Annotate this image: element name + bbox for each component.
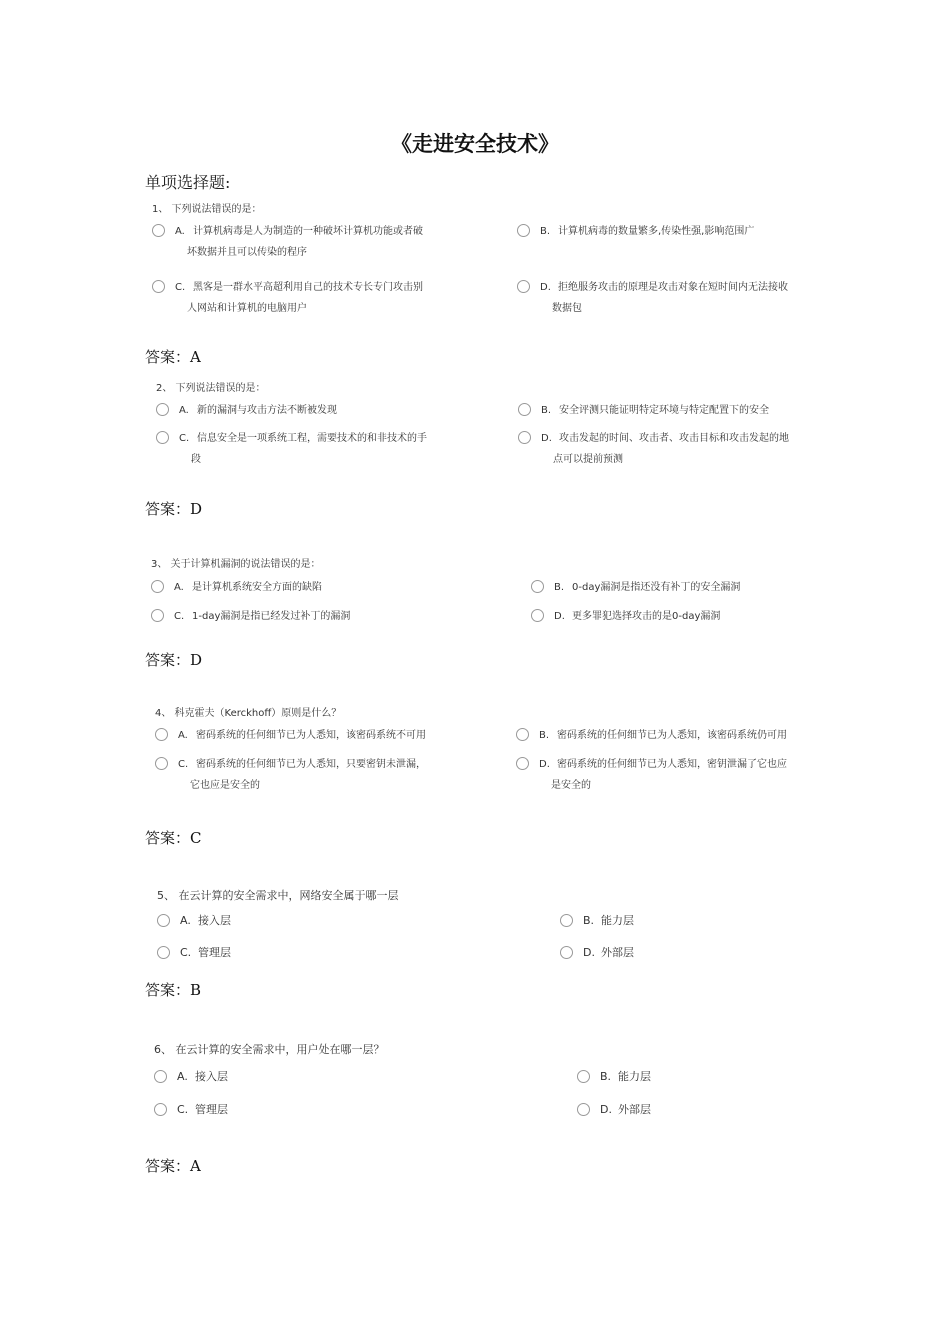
radio-button[interactable] [516, 757, 529, 770]
radio-button[interactable] [151, 580, 164, 593]
answer-6: 答案：A [145, 1157, 201, 1175]
radio-button[interactable] [560, 946, 573, 959]
radio-button[interactable] [517, 280, 530, 293]
answer-5: 答案：B [145, 981, 202, 999]
option-1d[interactable]: D. 拒绝服务攻击的原理是攻击对象在短时间内无法接收 数据包 [517, 277, 788, 319]
radio-button[interactable] [154, 1070, 167, 1083]
radio-button[interactable] [155, 728, 168, 741]
option-6b[interactable]: B. 能力层 [577, 1066, 651, 1087]
option-1c[interactable]: C. 黑客是一群水平高超利用自己的技术专长专门攻击别 人网站和计算机的电脑用户 [152, 277, 423, 319]
option-2a[interactable]: A. 新的漏洞与攻击方法不断被发现 [156, 400, 337, 421]
radio-button[interactable] [151, 609, 164, 622]
option-6a[interactable]: A. 接入层 [154, 1066, 228, 1087]
option-1a[interactable]: A. 计算机病毒是人为制造的一种破坏计算机功能或者破 坏数据并且可以传染的程序 [152, 221, 423, 263]
option-5a[interactable]: A. 接入层 [157, 910, 231, 931]
option-5d[interactable]: D. 外部层 [560, 942, 634, 963]
question-3-text: 3、 关于计算机漏洞的说法错误的是： [151, 559, 321, 570]
radio-button[interactable] [517, 224, 530, 237]
option-3b[interactable]: B. 0-day漏洞是指还没有补丁的安全漏洞 [531, 577, 740, 598]
question-6-text: 6、 在云计算的安全需求中，用户处在哪一层？ [154, 1043, 385, 1056]
question-1-text: 1、 下列说法错误的是： [152, 204, 262, 215]
option-3c[interactable]: C. 1-day漏洞是指已经发过补丁的漏洞 [151, 606, 350, 627]
radio-button[interactable] [531, 609, 544, 622]
option-5c[interactable]: C. 管理层 [157, 942, 231, 963]
option-2d[interactable]: D. 攻击发起的时间、攻击者、攻击目标和攻击发起的地 点可以提前预测 [518, 428, 789, 470]
option-2c[interactable]: C. 信息安全是一项系统工程，需要技术的和非技术的手 段 [156, 428, 427, 470]
option-1b[interactable]: B. 计算机病毒的数量繁多,传染性强,影响范围广 [517, 221, 754, 242]
option-4b[interactable]: B. 密码系统的任何细节已为人悉知，该密码系统仍可用 [516, 725, 787, 746]
radio-button[interactable] [531, 580, 544, 593]
radio-button[interactable] [157, 914, 170, 927]
radio-button[interactable] [518, 431, 531, 444]
answer-2: 答案：D [145, 500, 203, 518]
option-6d[interactable]: D. 外部层 [577, 1099, 651, 1120]
answer-3: 答案：D [145, 651, 203, 669]
radio-button[interactable] [155, 757, 168, 770]
answer-4: 答案：C [145, 829, 202, 847]
question-4-text: 4、 科克霍夫（Kerckhoff）原则是什么？ [155, 708, 342, 719]
option-4d[interactable]: D. 密码系统的任何细节已为人悉知，密钥泄漏了它也应 是安全的 [516, 754, 787, 796]
option-3d[interactable]: D. 更多罪犯选择攻击的是0-day漏洞 [531, 606, 720, 627]
option-5b[interactable]: B. 能力层 [560, 910, 634, 931]
option-4c[interactable]: C. 密码系统的任何细节已为人悉知，只要密钥未泄漏， 它也应是安全的 [155, 754, 426, 796]
radio-button[interactable] [156, 431, 169, 444]
radio-button[interactable] [157, 946, 170, 959]
radio-button[interactable] [152, 280, 165, 293]
radio-button[interactable] [577, 1103, 590, 1116]
radio-button[interactable] [516, 728, 529, 741]
question-5-text: 5、 在云计算的安全需求中，网络安全属于哪一层 [157, 889, 399, 902]
document-title: 《走进安全技术》 [391, 131, 559, 156]
answer-1: 答案：A [145, 348, 201, 366]
radio-button[interactable] [156, 403, 169, 416]
option-2b[interactable]: B. 安全评测只能证明特定环境与特定配置下的安全 [518, 400, 769, 421]
option-3a[interactable]: A. 是计算机系统安全方面的缺陷 [151, 577, 322, 598]
radio-button[interactable] [154, 1103, 167, 1116]
radio-button[interactable] [152, 224, 165, 237]
question-2-text: 2、 下列说法错误的是： [156, 383, 266, 394]
radio-button[interactable] [518, 403, 531, 416]
radio-button[interactable] [560, 914, 573, 927]
section-heading: 单项选择题: [145, 173, 231, 192]
option-6c[interactable]: C. 管理层 [154, 1099, 228, 1120]
radio-button[interactable] [577, 1070, 590, 1083]
option-4a[interactable]: A. 密码系统的任何细节已为人悉知，该密码系统不可用 [155, 725, 426, 746]
